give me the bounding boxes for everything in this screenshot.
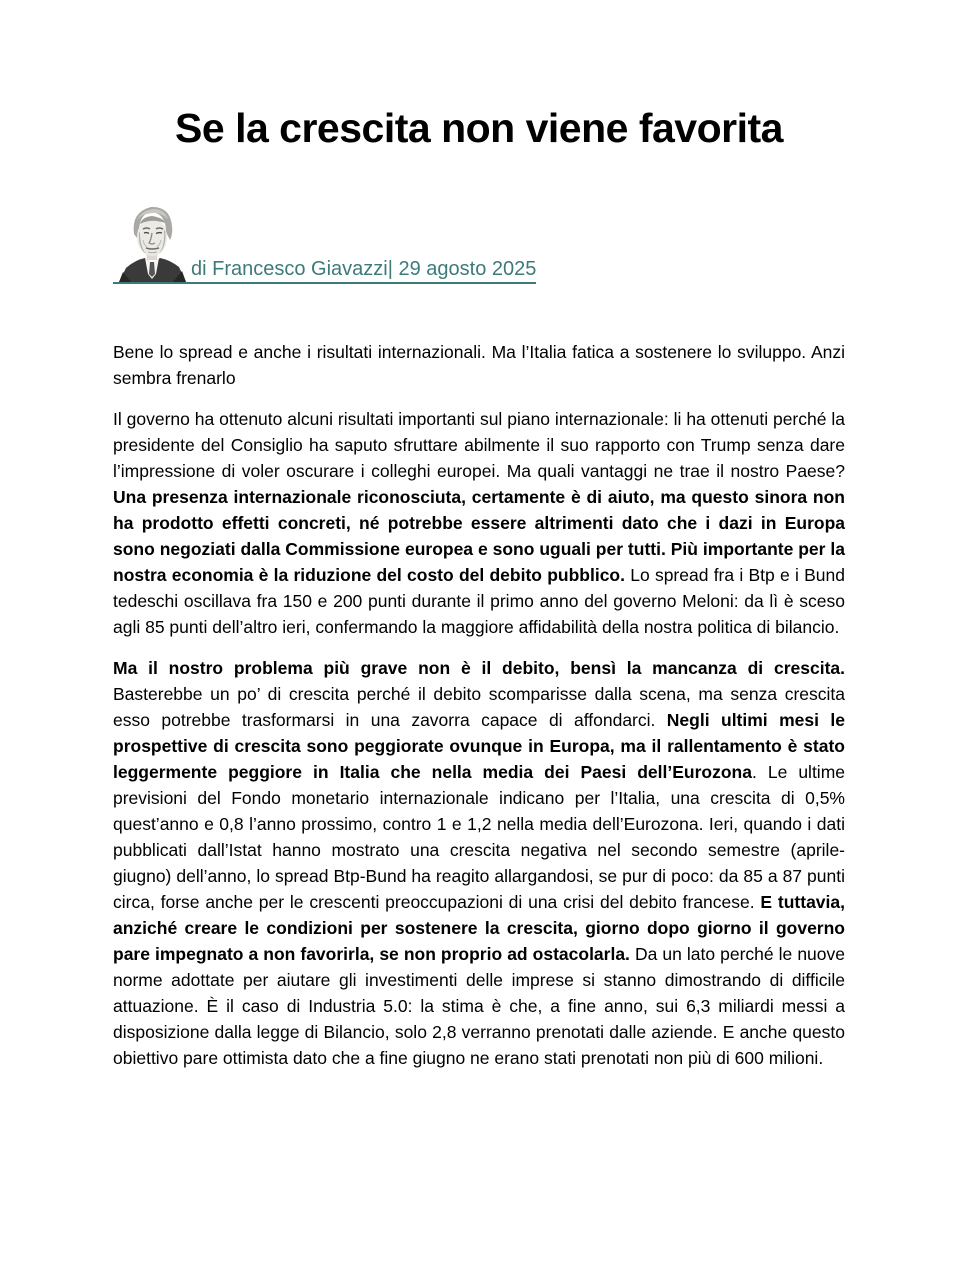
text-run: Lo spread fra i Btp e i Bund tedeschi oscillava fra 150 e 200 punti durante il primo anno del governo Meloni: da lì è sceso agli 85 punti dell’altro ieri, confermando la maggiore affidabilità della nostra politica di bilancio. xyxy=(113,565,845,637)
text-run: . Le ultime previsioni del Fondo monetario internazionale indicano per l’Italia, una crescita di 0,5% quest’anno e 0,8 l’anno prossimo, contro 1 e 1,2 nella media dell’Eurozona. Ieri, quando i dati pubblicati dall’Istat hanno mostrato una crescita negativa nel secondo semestre (aprile-giugno) dell’anno, lo spread Btp-Bund ha reagito allargandosi, se pur di poco: da 85 a 87 punti circa, forse anche per le crescenti preoccupazioni di una crisi del debito francese. xyxy=(113,762,846,912)
bold-text-run: Ma il nostro problema più grave non è il debito, bensì la mancanza di crescita. xyxy=(113,658,845,678)
text-run: Da un lato perché le nuove norme adottate per aiutare gli investimenti delle imprese si stanno dimostrando di difficile attuazione. È il caso di Industria 5.0: la stima è che, a fine anno, sui 6,3 miliardi messi a disposizione dalla legge di Bilancio, solo 2,8 verranno prenotati dalle aziende. E anche questo obiettivo pare ottimista dato che a fine giugno ne erano stati prenotati non più di 600 milioni. xyxy=(113,944,845,1068)
bold-text-run: E tuttavia, anziché creare le condizioni per sostenere la crescita, giorno dopo giorno il governo pare impegnato a non favorirla, se non proprio ad ostacolarla. xyxy=(113,892,845,964)
author-byline-link[interactable] xyxy=(113,200,536,284)
author-portrait-image xyxy=(113,200,191,282)
article-title: Se la crescita non viene favorita xyxy=(175,105,783,151)
body-paragraph-1 xyxy=(113,406,845,640)
byline-text: di Francesco Giavazzi| 29 agosto 2025 xyxy=(191,258,537,280)
body-paragraph-2 xyxy=(113,655,845,1071)
bold-text-run: Negli ultimi mesi le prospettive di crescita sono peggiorate ovunque in Europa, ma il rallentamento è stato leggermente peggiore in Italia che nella media dei Paesi dell’Eurozona xyxy=(113,710,845,782)
bold-text-run: Una presenza internazionale riconosciuta, certamente è di aiuto, ma questo sinora non ha prodotto effetti concreti, né potrebbe essere altrimenti dato che i dazi in Europa sono negoziati dalla Commissione europea e sono uguali per tutti. Più importante per la nostra economia è la riduzione del costo del debito pubblico. xyxy=(113,487,845,585)
article-body xyxy=(113,339,845,1071)
text-run: Basterebbe un po’ di crescita perché il debito scomparisse dalla scena, ma senza crescita esso potrebbe trasformarsi in una zavorra capace di affondarci. xyxy=(113,684,845,730)
article-content xyxy=(113,0,845,1071)
text-run: Il governo ha ottenuto alcuni risultati importanti sul piano internazionale: li ha ottenuti perché la presidente del Consiglio ha saputo sfruttare abilmente il suo rapporto con Trump senza dare l’impressione di voler oscurare i colleghi europei. Ma quali vantaggi ne trae il nostro Paese? xyxy=(113,409,845,481)
lead-paragraph: Bene lo spread e anche i risultati internazionali. Ma l’Italia fatica a sostenere lo sviluppo. Anzi sembra frenarlo xyxy=(113,342,845,388)
